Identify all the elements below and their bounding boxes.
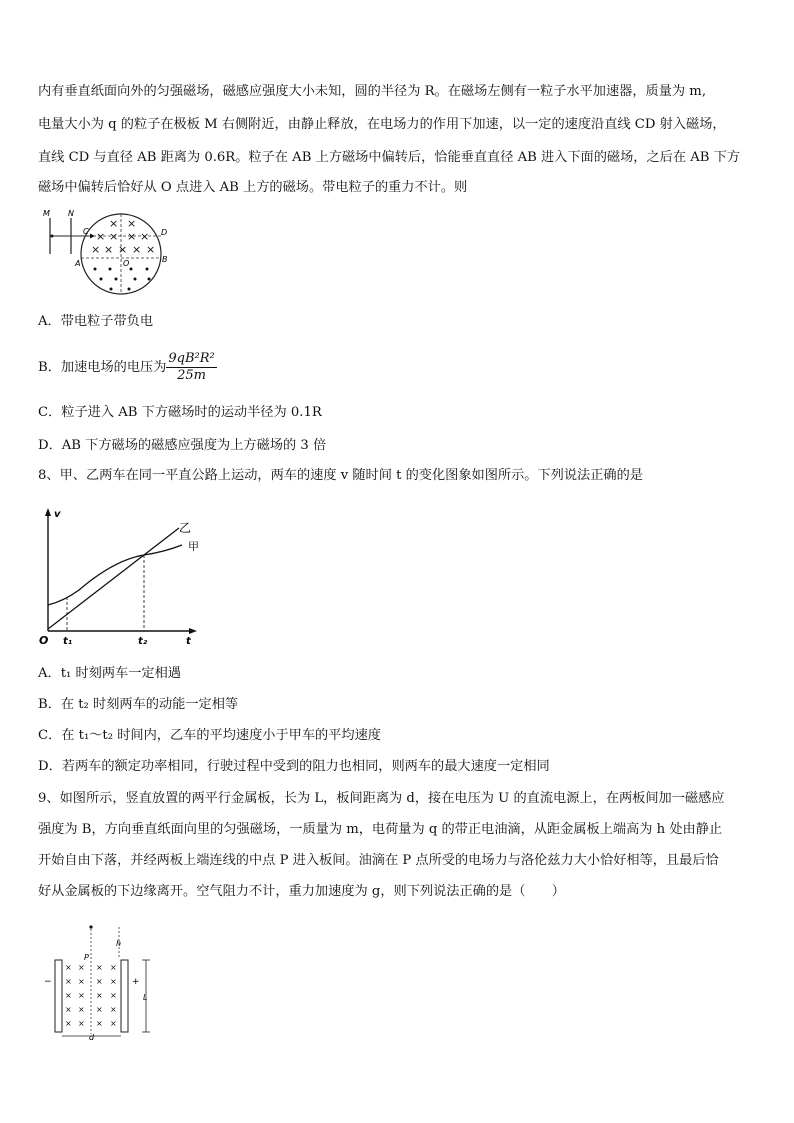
svg-text:×: ×	[65, 1005, 72, 1014]
q7-option-d: D．AB 下方磁场的磁感应强度为上方磁场的 3 倍	[38, 438, 327, 453]
svg-text:×: ×	[78, 977, 85, 986]
label-A: A	[75, 259, 81, 268]
svg-text:×: ×	[96, 963, 103, 972]
svg-text:×: ×	[65, 977, 72, 986]
axis-label-t: t	[186, 636, 191, 647]
q7-option-b	[38, 350, 217, 388]
svg-text:×: ×	[109, 230, 119, 243]
line-yi	[48, 528, 179, 629]
q7-option-c: C．粒子进入 AB 下方磁场时的运动半径为 0.1R	[38, 405, 322, 420]
q8-option-a: A．t₁ 时刻两车一定相遇	[38, 666, 181, 681]
label-N: N	[68, 209, 74, 218]
svg-text:×: ×	[140, 230, 150, 243]
svg-text:×: ×	[65, 1019, 72, 1028]
q7-stem-line-2: 电量大小为 q 的粒子在极板 M 右侧附近，由静止释放，在电场力的作用下加速，以一定的速度沿直线 CD 射入磁场，	[38, 117, 726, 132]
q7-option-b-label: B．加速电场的电压为	[38, 360, 167, 375]
svg-text:×: ×	[118, 243, 128, 256]
svg-text:×: ×	[110, 1005, 117, 1014]
label-d: d	[89, 1033, 95, 1042]
q9-stem-line-3: 开始自由下落，并经两板上端连线的中点 P 进入板间。油滴在 P 点所受的电场力与洛伦兹力大小恰好相等，且最后恰	[38, 853, 719, 868]
svg-text:×: ×	[104, 243, 114, 256]
svg-text:×: ×	[127, 217, 137, 230]
tick-label-t1: t₁	[63, 636, 73, 647]
label-h: h	[116, 939, 122, 948]
q7-option-a: A．带电粒子带负电	[38, 314, 154, 329]
q7-stem-line-4: 磁场中偏转后恰好从 O 点进入 AB 上方的磁场。带电粒子的重力不计。则	[38, 180, 468, 195]
fraction-denominator: 25m	[177, 368, 206, 383]
svg-text:×: ×	[91, 243, 101, 256]
svg-text:×: ×	[78, 991, 85, 1000]
q8-velocity-time-graph	[34, 505, 204, 647]
axis-label-v: v	[54, 509, 61, 520]
fraction-numerator: 9qB²R²	[168, 351, 215, 366]
q9-stem-line-4: 好从金属板的下边缘离开。空气阻力不计，重力加速度为 g，则下列说法正确的是（ ）	[38, 884, 565, 899]
svg-text:×: ×	[96, 977, 103, 986]
svg-text:×: ×	[65, 991, 72, 1000]
svg-text:×: ×	[110, 963, 117, 972]
q8-option-c: C．在 t₁～t₂ 时间内，乙车的平均速度小于甲车的平均速度	[38, 728, 381, 743]
svg-text:×: ×	[96, 991, 103, 1000]
q9-stem-line-1: 9、如图所示，竖直放置的两平行金属板，长为 L，板间距离为 d，接在电压为 U 的直流电源上，在两板间加一磁感应	[38, 791, 725, 806]
q7-stem-line-3: 直线 CD 与直径 AB 距离为 0.6R。粒子在 AB 上方磁场中偏转后，恰能垂直直径 AB 进入下面的磁场，之后在 AB 下方	[38, 150, 741, 165]
field-out-of-page-dots	[94, 268, 151, 291]
svg-text:×: ×	[110, 991, 117, 1000]
svg-text:×: ×	[109, 217, 119, 230]
tick-label-t2: t₂	[138, 636, 148, 647]
svg-text:×: ×	[127, 230, 137, 243]
label-plus: +	[132, 977, 140, 987]
origin-label: O	[39, 634, 49, 647]
label-L: L	[143, 993, 148, 1002]
q8-option-d: D．若两车的额定功率相同，行驶过程中受到的阻力也相同，则两车的最大速度一定相同	[38, 759, 550, 774]
svg-text:×: ×	[78, 1019, 85, 1028]
curve-jia	[48, 545, 182, 605]
q7-stem-line-1: 内有垂直纸面向外的匀强磁场，磁感应强度大小未知，圆的半径为 R。在磁场左侧有一粒子水平加速器，质量为 m,	[38, 84, 707, 99]
q8-stem: 8、甲、乙两车在同一平直公路上运动，两车的速度 v 随时间 t 的变化图象如图所示。下列说法正确的是	[38, 468, 643, 483]
series-label-yi: 乙	[179, 521, 192, 535]
svg-text:×: ×	[65, 963, 72, 972]
label-M: M	[43, 209, 50, 218]
label-minus: −	[44, 977, 52, 987]
svg-text:×: ×	[110, 1019, 117, 1028]
series-label-jia: 甲	[188, 540, 199, 553]
svg-text:×: ×	[96, 1019, 103, 1028]
label-D: D	[161, 228, 168, 237]
svg-text:×: ×	[78, 1005, 85, 1014]
svg-text:×: ×	[146, 243, 156, 256]
q7-magnetic-field-figure	[38, 202, 188, 300]
q8-option-b: B．在 t₂ 时刻两车的动能一定相等	[38, 697, 239, 712]
svg-text:×: ×	[132, 243, 142, 256]
svg-text:×: ×	[96, 230, 106, 243]
label-P: P	[84, 953, 89, 962]
q9-capacitor-figure	[38, 922, 168, 1042]
svg-text:×: ×	[110, 977, 117, 986]
svg-text:×: ×	[96, 1005, 103, 1014]
label-C: C	[83, 227, 89, 236]
q9-stem-line-2: 强度为 B，方向垂直纸面向里的匀强磁场，一质量为 m，电荷量为 q 的带正电油滴，从距金属板上端高为 h 处由静止	[38, 822, 723, 837]
q7-option-b-fraction	[166, 351, 216, 384]
label-O: O	[123, 259, 130, 268]
label-B: B	[162, 255, 168, 264]
svg-text:×: ×	[78, 963, 85, 972]
